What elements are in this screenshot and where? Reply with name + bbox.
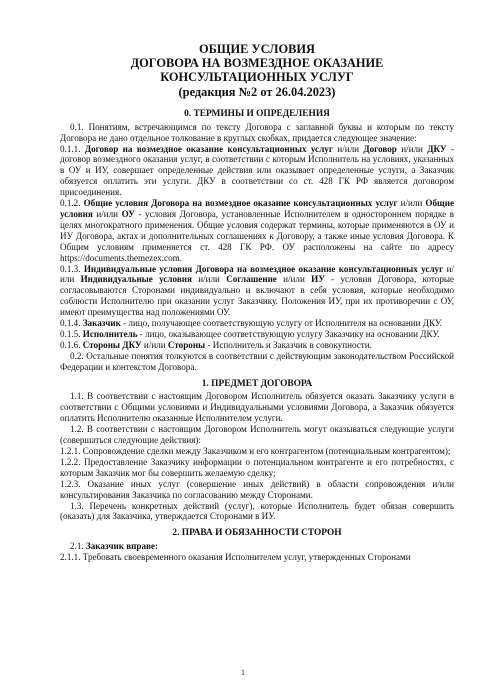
clause-1-2-2: 1.2.2. Предоставление Заказчику информации о потенциальном контрагенте и его потребностях, с которым Заказчик мог бы совершить желаемую сделку; xyxy=(60,456,454,478)
clause-text: - договор возмездного оказания услуг, в соответствии с которым Исполнитель на условиях, указанных в ОУ и ИУ, совершает определенные действия или оказывает определенные услуги, а Заказчик обязуется оплатить эти услуги. ДКУ в соответствии со ст. 428 ГК РФ является договором присоединения. xyxy=(60,143,454,198)
clause-1-3: 1.3. Перечень конкретных действий (услуг), которые Исполнитель будет обязан совершить (оказать) для Заказчика, утверждается Сторонами в ИУ. xyxy=(60,500,454,522)
term-obshchie-usloviya: Общие условия xyxy=(60,198,454,219)
clause-text: и/или xyxy=(92,208,122,219)
clause-1-2-1: 1.2.1. Сопровождение сделки между Заказчиком и его контрагентом (потенциальным контрагентом); xyxy=(60,446,451,456)
clause-number: 2.1. xyxy=(70,541,84,552)
term-dogovor: Договор xyxy=(363,143,397,154)
clause-2-1-1: 2.1.1. Требовать своевременного оказания Исполнителем услуг, утвержденных Сторонами xyxy=(60,552,411,563)
title-line-2: ДОГОВОРА НА ВОЗМЕЗДНОЕ ОКАЗАНИЕ xyxy=(130,56,384,71)
section-2-heading: 2. ПРАВА И ОБЯЗАННОСТИ СТОРОН xyxy=(172,528,342,539)
clause-text: и/или xyxy=(276,274,312,285)
clause-0-1: 0.1. Понятиям, встречающимся по тексту Договора с заглавной буквы и которым по тексту Договора не дано отдельное толкование в круглых скобках, придается следующее значение: xyxy=(60,121,454,143)
clause-2-1-title: Заказчик вправе: xyxy=(85,541,159,552)
clause-1-2-3: 1.2.3. Оказание иных услуг (совершение иных действий) в области сопровождения и/или консультирования Заказчика по согласованию между Сторонами. xyxy=(60,478,454,500)
term-iu: ИУ xyxy=(311,274,325,285)
clause-text: и/или xyxy=(332,143,364,154)
clause-0-1-6 xyxy=(60,340,454,351)
clause-text: и/или xyxy=(396,143,428,154)
clause-text: и/или xyxy=(397,198,426,209)
section-1-heading: 1. ПРЕДМЕТ ДОГОВОРА xyxy=(201,378,313,389)
title-line-1: ОБЩИЕ УСЛОВИЯ xyxy=(199,42,315,56)
clause-0-1-2 xyxy=(60,198,454,263)
clause-0-1-5 xyxy=(60,329,454,340)
document-title xyxy=(60,42,454,99)
term-ou-full: Общие условия Договора на возмездное оказание консультационных услуг xyxy=(83,198,398,209)
clause-number: 0.1.3. xyxy=(60,263,81,274)
clause-text: - условия Договора, установленные Исполнителем в одностороннем порядке в целях многократного применения. Общие условия содержат термины, которые применяются в ОУ и ИУ Договора, актах и дополнительных соглашениях к Договору, а также иные условия Договора. К Общим условиям применяется ст. 428 ГК РФ. ОУ расположены на сайте по адресу https://documents.themezex.com. xyxy=(60,208,454,263)
clause-number: 0.1.2. xyxy=(60,198,81,209)
clause-1-1: 1.1. В соответствии с настоящим Договором Исполнитель обязуется оказать Заказчику услуги в соответствии с Общими условиями и Индивидуальными условиями Договора, а Заказчик обязуется оплатить Исполнителю оказанные Исполнителем услуги. xyxy=(60,391,454,424)
clause-1-2: 1.2. В соответствии с настоящим Договором Исполнитель могут оказываться следующие услуги (совершаться следующие действия): xyxy=(60,424,454,446)
term-dku: ДКУ xyxy=(427,143,447,154)
term-storony-dku: Стороны ДКУ xyxy=(82,339,142,350)
term-soglashenie: Соглашение xyxy=(226,274,277,285)
clause-0-1-1 xyxy=(60,144,454,199)
term-zakazchik: Заказчик xyxy=(82,318,121,329)
term-storony: Стороны xyxy=(167,339,206,350)
clause-0-1-4 xyxy=(60,318,454,329)
clause-number: 0.1.5. xyxy=(60,328,81,339)
page-number: 1 xyxy=(241,668,245,677)
clause-number: 0.1.1. xyxy=(60,143,81,154)
clause-number: 0.1.4. xyxy=(60,318,81,329)
title-line-4: (редакция №2 от 26.04.2023) xyxy=(178,84,336,99)
clause-2-1 xyxy=(60,541,454,552)
clause-text: и/или xyxy=(191,274,227,285)
term-dku-full: Договор на возмездное оказание консультационных услуг xyxy=(84,143,333,154)
section-0-heading: 0. ТЕРМИНЫ И ОПРЕДЕЛЕНИЯ xyxy=(184,108,330,119)
title-line-3: КОНСУЛЬТАЦИОННЫХ УСЛУГ xyxy=(160,70,354,85)
term-individualnye-usloviya: Индивидуальные условия xyxy=(80,274,192,285)
clause-0-1-3 xyxy=(60,264,454,319)
term-iu-full: Индивидуальные условия Договора на возмездное оказание консультационных услуг xyxy=(83,263,444,274)
clause-text: и/или xyxy=(60,263,454,285)
term-ispolnitel: Исполнитель xyxy=(82,328,138,339)
clause-text: - лицо, оказывающее соответствующую услугу Заказчику на основании ДКУ. xyxy=(137,328,440,339)
clause-text: и/или xyxy=(141,339,168,350)
clause-text: - лицо, получающее соответствующую услугу от Исполнителя на основании ДКУ. xyxy=(120,318,443,329)
clause-text: - условия Договора, которые согласовываются Сторонами индивидуально и включают в себя условия, которые необходимо соблюсти Исполнителю при оказании услуг Заказчику. Положения ИУ, при их противоречии с ОУ, имеют преимущества над положениями ОУ. xyxy=(60,274,455,318)
clause-number: 0.1.6. xyxy=(60,339,81,350)
term-ou: ОУ xyxy=(121,208,135,219)
clause-text: - Исполнитель и Заказчик в совокупности. xyxy=(205,339,372,350)
clause-0-2: 0.2. Остальные понятия толкуются в соответствии с действующим законодательством Российской Федерации и контекстом Договора. xyxy=(60,350,454,372)
